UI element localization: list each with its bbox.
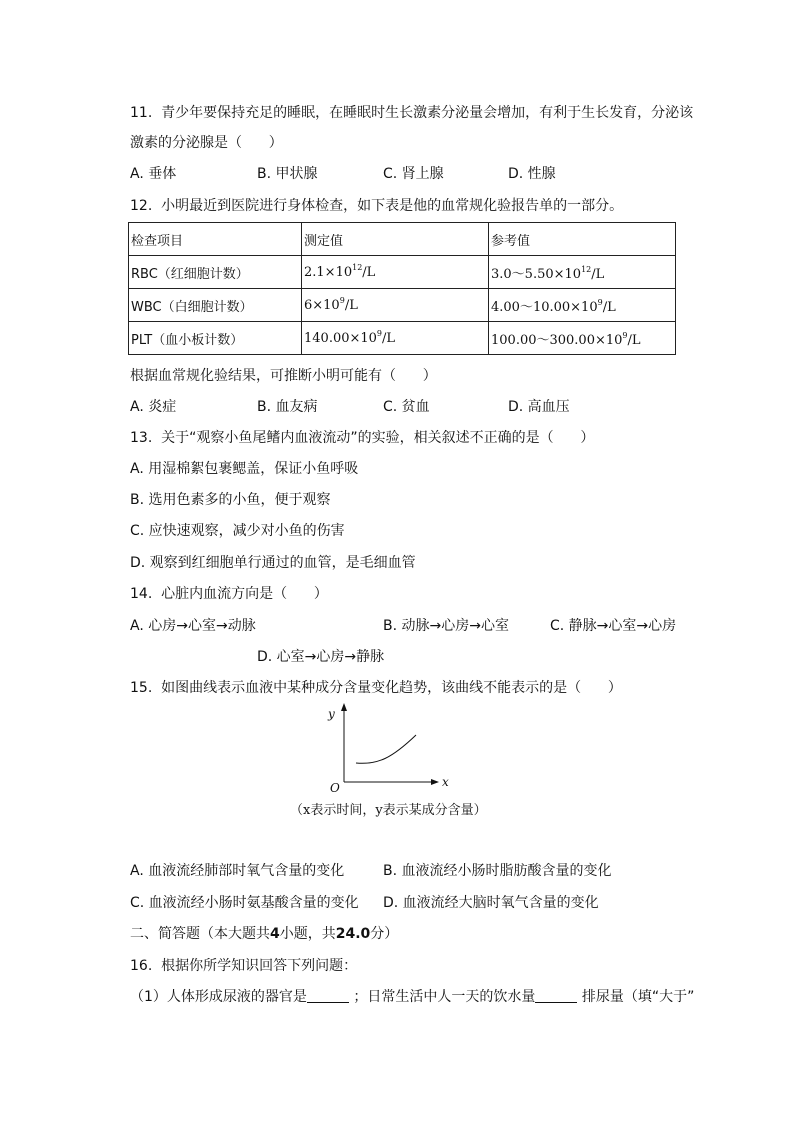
q13-option-b: B. 选用色素多的小鱼，便于观察	[130, 492, 331, 508]
section-heading: 二、简答题（本大题共4小题，共24.0分）	[130, 926, 399, 942]
q11-option-d: D. 性腺	[508, 166, 556, 182]
x-axis-arrow	[431, 779, 439, 785]
table-row	[129, 322, 676, 355]
q14-option-d: D. 心室→心房→静脉	[257, 649, 385, 665]
table-header-cell: 检查项目	[129, 223, 302, 256]
q12-option-b: B. 血友病	[257, 399, 318, 415]
q12-option-a: A. 炎症	[130, 399, 177, 415]
q12-stem-line2: 根据血常规化验结果，可推断小明可能有（ ）	[130, 368, 437, 384]
table-cell-item: WBC（白细胞计数）	[129, 289, 302, 322]
q13-stem: 13. 关于“观察小鱼尾鳍内血液流动”的实验，相关叙述不正确的是（ ）	[130, 430, 595, 446]
q15-option-d: D. 血液流经大脑时氧气含量的变化	[383, 895, 599, 911]
blood-report-table	[128, 222, 676, 355]
content-trend-graph	[320, 700, 460, 796]
q11-option-c: C. 肾上腺	[383, 166, 444, 182]
graph-caption: （x表示时间，y表示某成分含量）	[290, 803, 487, 818]
q13-option-c: C. 应快速观察，减少对小鱼的伤害	[130, 523, 345, 539]
q13-option-a: A. 用湿棉絮包裹鳃盖，保证小鱼呼吸	[130, 461, 359, 477]
q11-option-b: B. 甲状腺	[257, 166, 318, 182]
x-axis-label: x	[442, 775, 449, 789]
origin-label: O	[330, 781, 340, 795]
q12-stem-line1: 12. 小明最近到医院进行身体检查，如下表是他的血常规化验报告单的一部分。	[130, 198, 624, 214]
table-header-cell: 参考值	[489, 223, 676, 256]
table-cell-reference: $4.00\sim 10.00\times 10^9/L$	[489, 289, 676, 322]
table-header-cell: 测定值	[302, 223, 489, 256]
q14-option-c: C. 静脉→心室→心房	[550, 618, 677, 634]
q15-option-c: C. 血液流经小肠时氨基酸含量的变化	[130, 895, 359, 911]
table-cell-value: $6\times 10^9/L$	[302, 289, 489, 322]
table-cell-item: RBC（红细胞计数）	[129, 256, 302, 289]
answer-blank[interactable]	[307, 988, 349, 1003]
q13-option-d: D. 观察到红细胞单行通过的血管，是毛细血管	[130, 555, 416, 571]
y-axis-label: y	[328, 707, 335, 721]
trend-curve	[356, 735, 416, 763]
q15-stem: 15. 如图曲线表示血液中某种成分含量变化趋势，该曲线不能表示的是（ ）	[130, 680, 622, 696]
table-header-row	[129, 223, 676, 256]
table-cell-reference: $3.0\sim 5.50\times 10^{12}/L$	[489, 256, 676, 289]
table-row	[129, 289, 676, 322]
q12-option-d: D. 高血压	[508, 399, 570, 415]
q11-stem-line1: 11. 青少年要保持充足的睡眠，在睡眠时生长激素分泌量会增加，有利于生长发育，分泌该	[130, 105, 694, 121]
q15-option-a: A. 血液流经肺部时氧气含量的变化	[130, 863, 345, 879]
table-cell-value: $140.00\times 10^9/L$	[302, 322, 489, 355]
q12-option-c: C. 贫血	[383, 399, 430, 415]
q11-option-a: A. 垂体	[130, 166, 177, 182]
q14-option-a: A. 心房→心室→动脉	[130, 618, 256, 634]
q16-part1: （1）人体形成尿液的器官是 ；日常生活中人一天的饮水量 排尿量（填“大于”	[130, 989, 695, 1005]
q16-stem: 16. 根据你所学知识回答下列问题：	[130, 958, 358, 974]
answer-blank[interactable]	[535, 988, 577, 1003]
q14-stem: 14. 心脏内血流方向是（ ）	[130, 586, 328, 602]
y-axis-arrow	[341, 703, 347, 711]
table-cell-value: $2.1\times 10^{12}/L$	[302, 256, 489, 289]
table-cell-item: PLT（血小板计数）	[129, 322, 302, 355]
q11-stem-line2: 激素的分泌腺是（ ）	[130, 135, 283, 151]
table-cell-reference: $100.00\sim 300.00\times 10^9/L$	[489, 322, 676, 355]
q14-option-b: B. 动脉→心房→心室	[383, 618, 509, 634]
q15-option-b: B. 血液流经小肠时脂肪酸含量的变化	[383, 863, 612, 879]
table-row	[129, 256, 676, 289]
